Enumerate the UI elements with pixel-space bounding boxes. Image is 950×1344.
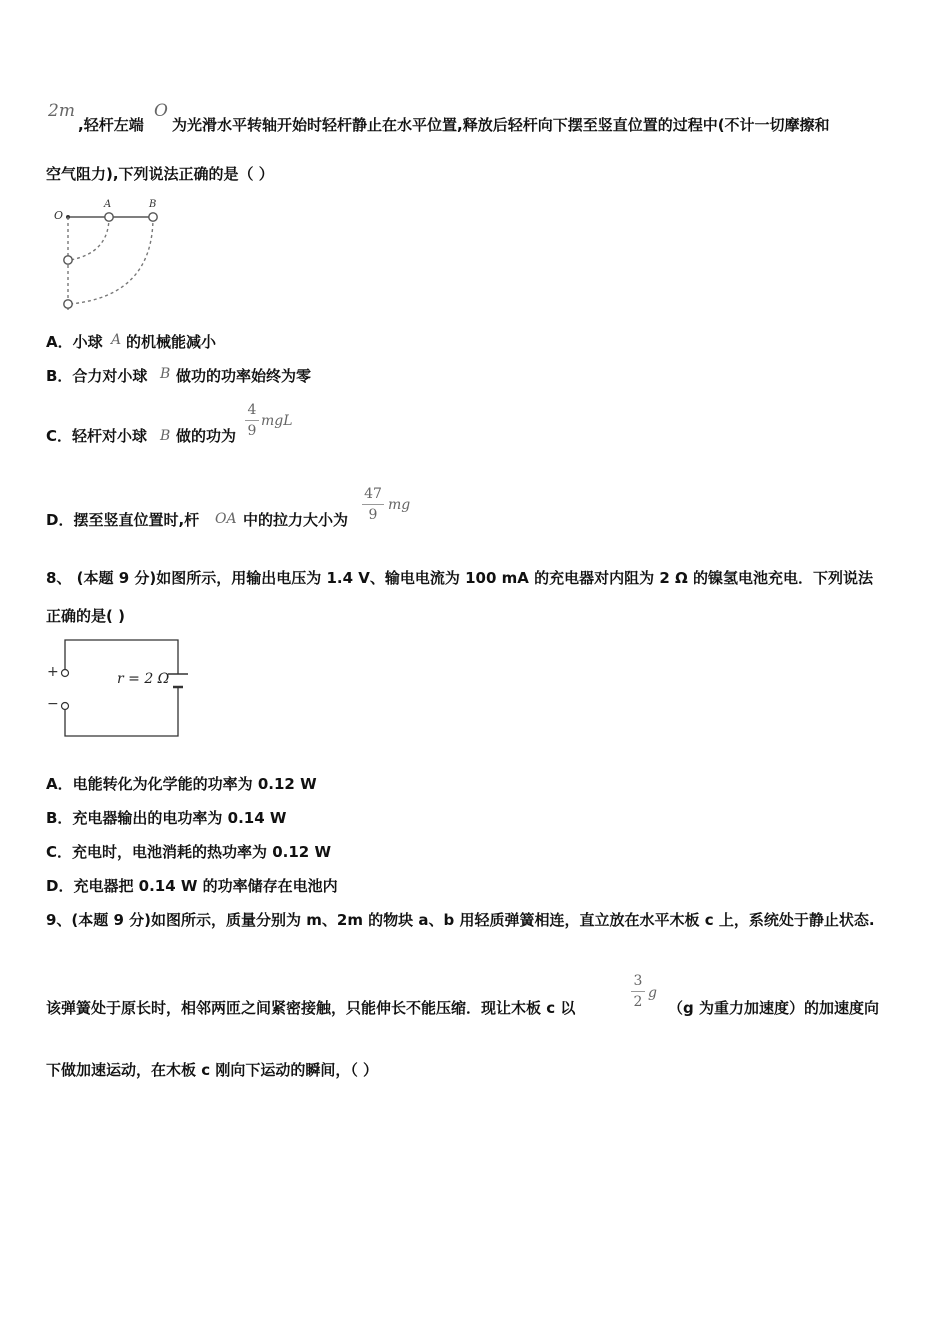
q7-a-suffix: 的机械能减小 [126, 333, 217, 351]
ball-b-end [64, 300, 72, 308]
terminal-minus [62, 703, 69, 710]
ball-a-start [105, 213, 113, 221]
q7-d-num: 47 [364, 486, 382, 502]
q7-d-prefix: D．摆至竖直位置时,杆 [46, 511, 200, 529]
q7-c-num: 4 [247, 402, 257, 418]
plus-sign: + [47, 664, 59, 680]
terminal-plus [62, 670, 69, 677]
q7-c-fraction [245, 401, 259, 440]
q7-d-var: OA [215, 511, 237, 527]
label-o: O [54, 209, 64, 222]
q9-var: g [648, 985, 657, 1001]
resistance-label: r = 2 Ω [117, 671, 170, 687]
q7-d-tail: mg [388, 497, 411, 513]
wire-bottom [65, 687, 178, 736]
q7-c-var: B [160, 428, 171, 444]
q9-line3: 下做加速运动，在木板 c 刚向下运动的瞬间，（ ） [46, 1061, 379, 1079]
pendulum-svg [48, 196, 168, 316]
axis-o: O [154, 101, 168, 121]
arc-b [70, 217, 153, 304]
circuit-svg [44, 636, 194, 740]
q7-text-b: 为光滑水平转轴开始时轻杆静止在水平位置,释放后轻杆向下摆至竖直位置的过程中(不计一切摩擦和 [172, 116, 830, 134]
q7-c-den: 9 [247, 423, 257, 439]
q7-c-mid: 做的功为 [176, 427, 237, 445]
ball-a-end [64, 256, 72, 264]
q7-b-suffix: 做功的功率始终为零 [176, 367, 312, 385]
wire-top [65, 640, 178, 674]
q7-c-tail: mgL [261, 413, 293, 429]
q7-c-prefix: C．轻杆对小球 [46, 427, 148, 445]
q9-den: 2 [633, 994, 643, 1010]
q8-option-a: A．电能转化为化学能的功率为 0.12 W [46, 775, 317, 793]
q7-b-prefix: B．合力对小球 [46, 367, 148, 385]
mass-2m: 2m [48, 101, 75, 121]
q7-line2: 空气阻力),下列说法正确的是（ ） [46, 165, 274, 183]
q9-line1: 9、(本题 9 分)如图所示，质量分别为 m、2m 的物块 a、b 用轻质弹簧相连，直立放在水平木板 c 上，系统处于静止状态. [46, 911, 875, 929]
label-b: B [149, 199, 157, 210]
q9-num: 3 [633, 973, 643, 989]
ball-b-start [149, 213, 157, 221]
q7-a-prefix: A．小球 [46, 333, 103, 351]
q7-d-fraction [362, 485, 384, 524]
arc-a [70, 217, 109, 260]
q8-option-b: B．充电器输出的电功率为 0.14 W [46, 809, 287, 827]
q7-b-var: B [160, 366, 171, 382]
minus-sign: − [47, 696, 59, 712]
q7-a-var: A [111, 332, 122, 348]
q8-option-c: C．充电时，电池消耗的热功率为 0.12 W [46, 843, 332, 861]
q8-line1: 8、 (本题 9 分)如图所示，用输出电压为 1.4 V、输电电流为 100 mA 的充电器对内阻为 2 Ω 的镍氢电池充电．下列说法 [46, 569, 873, 587]
q9-line2-a: 该弹簧处于原长时，相邻两匝之间紧密接触，只能伸长不能压缩．现让木板 c 以 [46, 999, 576, 1017]
q9-fraction [631, 972, 645, 1011]
q7-d-mid: 中的拉力大小为 [243, 511, 349, 529]
q7-text-a: ,轻杆左端 [78, 116, 144, 134]
q8-option-d: D．充电器把 0.14 W 的功率储存在电池内 [46, 877, 338, 895]
q7-d-den: 9 [368, 507, 378, 523]
q9-line2-b: （g 为重力加速度）的加速度向 [668, 999, 879, 1017]
q8-line2: 正确的是( ) [46, 607, 125, 625]
label-a: A [104, 199, 112, 210]
